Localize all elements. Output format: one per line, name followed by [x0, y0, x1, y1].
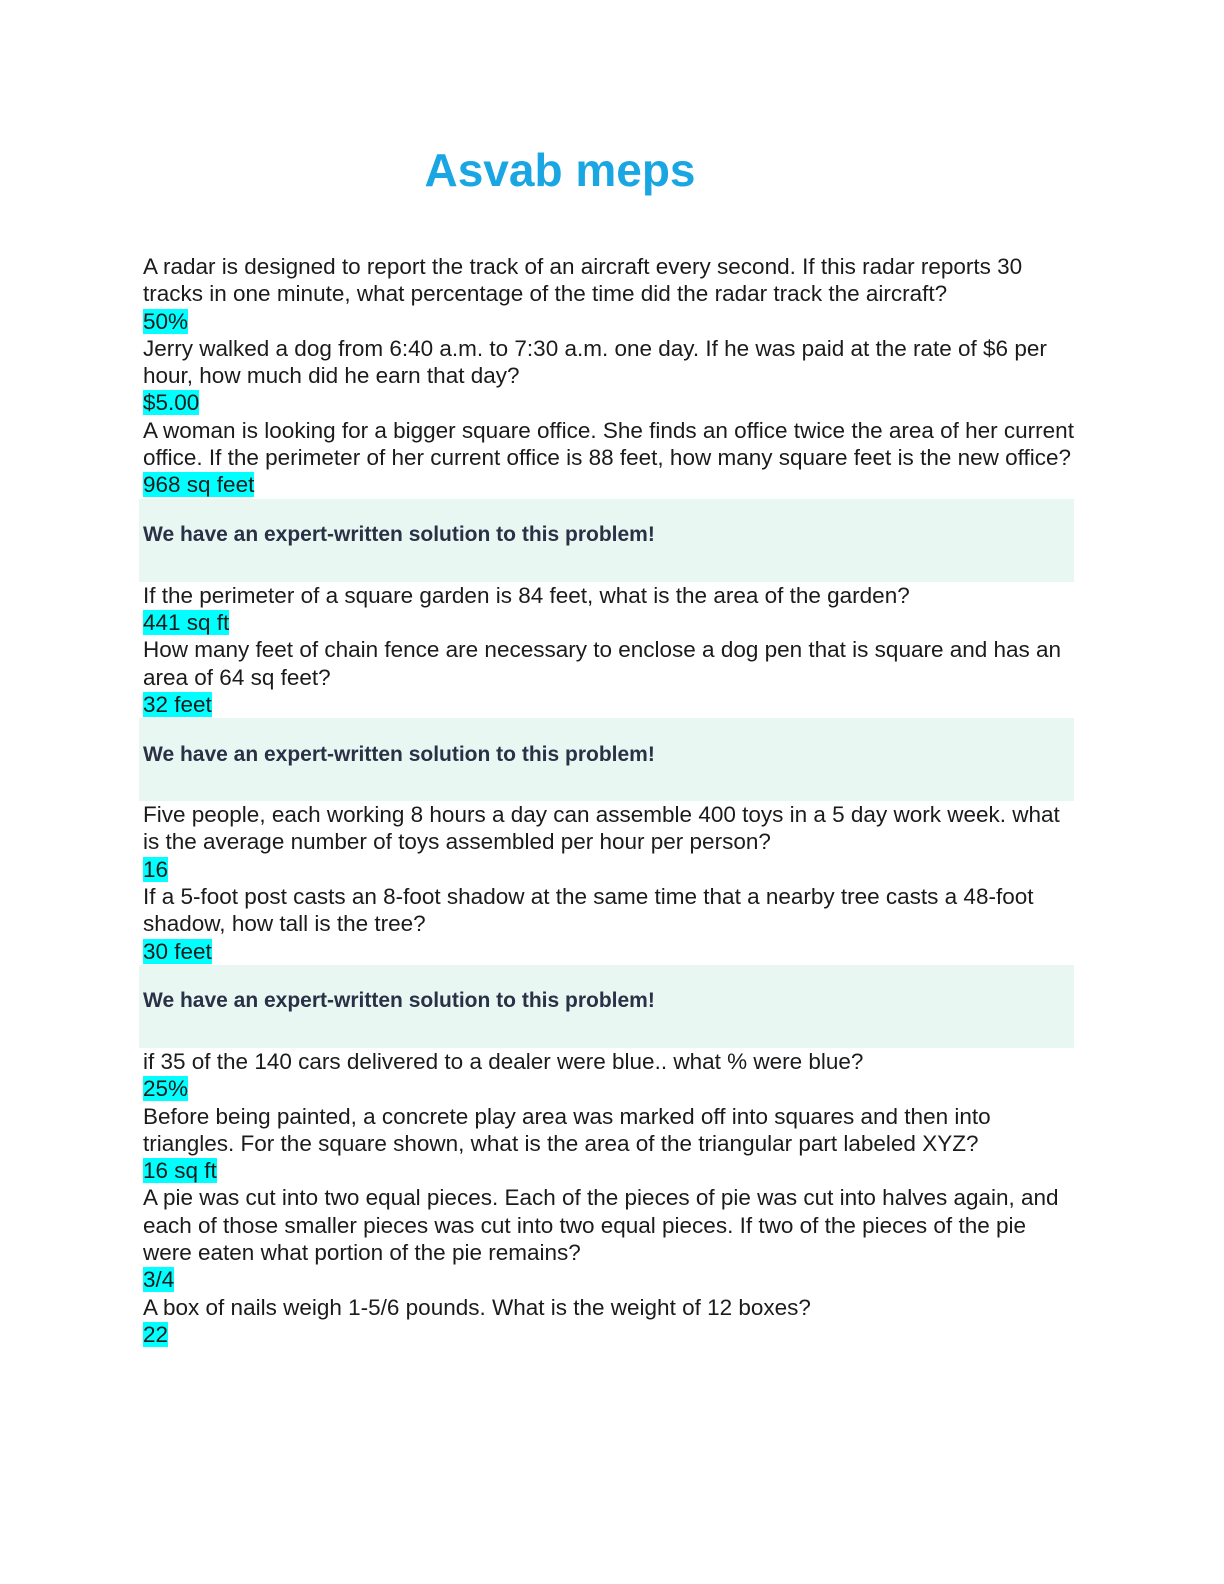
qa-group — [143, 253, 1074, 499]
qa-group — [143, 1048, 1074, 1348]
answer-highlight: 3/4 — [143, 1267, 175, 1293]
expert-solution-banner — [139, 965, 1074, 1048]
expert-solution-text: We have an expert-written solution to this problem! — [143, 742, 655, 766]
question-text: A box of nails weigh 1-5/6 pounds. What is the weight of 12 boxes? — [143, 1294, 811, 1320]
answer-row — [143, 1075, 1074, 1102]
answer-row — [143, 1321, 1074, 1348]
answer-row — [143, 389, 1074, 416]
question-text: A pie was cut into two equal pieces. Each of the pieces of pie was cut into halves again, and each of those smaller pieces was cut into two equal pieces. If two of the pieces of the pie were eaten what portion of the pie remains? — [143, 1185, 1059, 1266]
answer-highlight: 30 feet — [143, 938, 212, 964]
question-text: A woman is looking for a bigger square office. She finds an office twice the area of her current office. If the perimeter of her current office is 88 feet, how many square feet is the new office? — [143, 417, 1074, 471]
qa-group — [143, 801, 1074, 965]
answer-highlight: 32 feet — [143, 691, 212, 717]
document-content — [143, 253, 1074, 1348]
question-text: Five people, each working 8 hours a day can assemble 400 toys in a 5 day work week. what is the average number of toys assembled per hour per person? — [143, 802, 1060, 855]
answer-highlight: 441 sq ft — [143, 609, 230, 635]
answer-highlight: 22 — [143, 1321, 169, 1347]
question-text: If a 5-foot post casts an 8-foot shadow at the same time that a nearby tree casts a 48-foot shadow, how tall is the tree? — [143, 884, 1034, 937]
answer-highlight: 16 — [143, 856, 169, 882]
question-text: Jerry walked a dog from 6:40 a.m. to 7:30 a.m. one day. If he was paid at the rate of $6 per hour, how much did he earn that day? — [143, 335, 1047, 389]
document-title: Asvab meps — [424, 144, 696, 196]
expert-solution-text: We have an expert-written solution to this problem! — [143, 523, 655, 547]
answer-highlight: 25% — [143, 1076, 189, 1102]
answer-row — [143, 856, 1074, 883]
question-text: if 35 of the 140 cars delivered to a dealer were blue.. what % were blue? — [143, 1048, 864, 1074]
answer-row — [143, 471, 1074, 498]
expert-solution-banner — [139, 718, 1074, 801]
answer-row — [143, 1157, 1074, 1184]
question-text: How many feet of chain fence are necessary to enclose a dog pen that is square and has an area of 64 sq feet? — [143, 637, 1062, 690]
answer-highlight: 16 sq ft — [143, 1158, 217, 1184]
expert-solution-text: We have an expert-written solution to this problem! — [143, 989, 655, 1013]
answer-highlight: $5.00 — [143, 390, 200, 416]
answer-highlight: 50% — [143, 308, 189, 334]
answer-row — [143, 308, 1074, 335]
expert-solution-banner — [139, 499, 1074, 582]
answer-row — [143, 691, 1074, 718]
answer-row — [143, 609, 1074, 636]
question-text: A radar is designed to report the track of an aircraft every second. If this radar reports 30 tracks in one minute, what percentage of the time did the radar track the aircraft? — [143, 254, 1023, 307]
qa-group — [143, 582, 1074, 718]
answer-highlight: 968 sq feet — [143, 472, 255, 498]
answer-row — [143, 1266, 1074, 1293]
answer-row — [143, 938, 1074, 965]
question-text: Before being painted, a concrete play area was marked off into squares and then into triangles. For the square shown, what is the area of the triangular part labeled XYZ? — [143, 1103, 991, 1156]
question-text: If the perimeter of a square garden is 84 feet, what is the area of the garden? — [143, 582, 910, 608]
